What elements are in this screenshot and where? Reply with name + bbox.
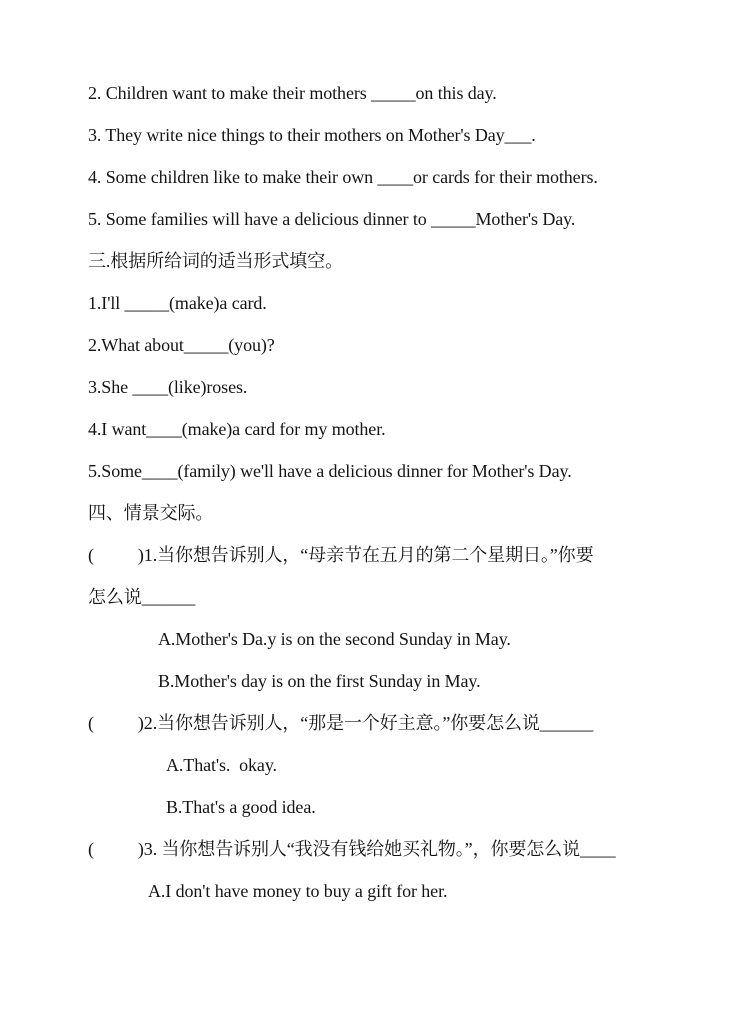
question-1-stem-line-1: ( )1.当你想告诉别人，“母亲节在五月的第二个星期日。”你要	[88, 545, 594, 565]
word-form-item-2: 2.What about_____(you)?	[88, 335, 275, 355]
question-3-option-a: A.I don't have money to buy a gift for her.	[148, 881, 448, 901]
question-1-option-b: B.Mother's day is on the first Sunday in May.	[158, 671, 481, 691]
question-2-option-a: A.That's. okay.	[166, 755, 277, 775]
fill-blank-item-3: 3. They write nice things to their mothers on Mother's Day___.	[88, 125, 536, 145]
question-2-option-b: B.That's a good idea.	[166, 797, 316, 817]
question-1-stem-line-2: 怎么说______	[88, 587, 196, 607]
fill-blank-item-4: 4. Some children like to make their own ____or cards for their mothers.	[88, 167, 598, 187]
section-four-heading: 四、情景交际。	[88, 503, 214, 523]
word-form-item-1: 1.I'll _____(make)a card.	[88, 293, 267, 313]
section-three-heading: 三.根据所给词的适当形式填空。	[88, 251, 343, 271]
question-1-option-a: A.Mother's Da.y is on the second Sunday in May.	[158, 629, 511, 649]
question-2-stem: ( )2.当你想告诉别人，“那是一个好主意。”你要怎么说______	[88, 713, 594, 733]
word-form-item-5: 5.Some____(family) we'll have a delicious dinner for Mother's Day.	[88, 461, 572, 481]
question-3-stem: ( )3. 当你想告诉别人“我没有钱给她买礼物。”，你要怎么说____	[88, 839, 616, 859]
fill-blank-item-5: 5. Some families will have a delicious dinner to _____Mother's Day.	[88, 209, 576, 229]
word-form-item-3: 3.She ____(like)roses.	[88, 377, 248, 397]
word-form-item-4: 4.I want____(make)a card for my mother.	[88, 419, 386, 439]
fill-blank-item-2: 2. Children want to make their mothers _____on this day.	[88, 83, 497, 103]
